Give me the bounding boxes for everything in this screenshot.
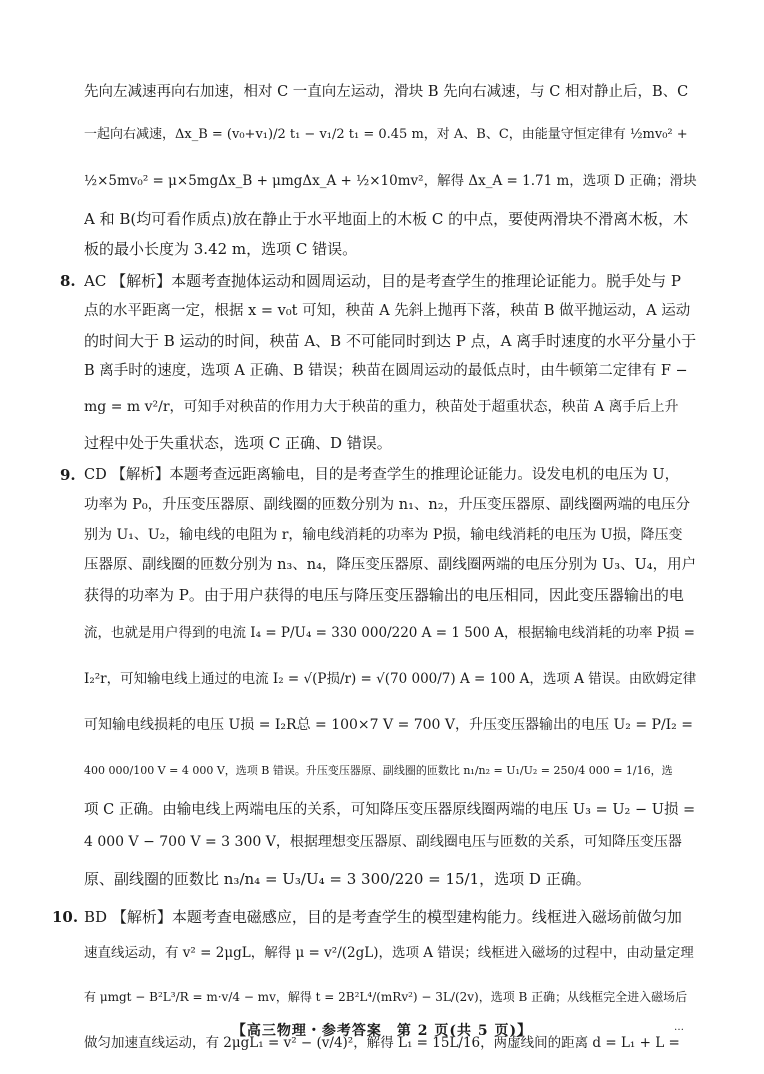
text-line: 先向左减速再向右加速，相对 C 一直向左运动，滑块 B 先向右减速，与 C 相对静止后，B、C bbox=[84, 84, 689, 100]
q10-answer bbox=[52, 902, 698, 1066]
question-number: 9. bbox=[60, 466, 76, 484]
text-line: 做匀加速直线运动，有 2μgL₁ = v² − (v/4)²，解得 L₁ = 15L/16，两虚线间的距离 d = L₁ + L = bbox=[84, 1035, 680, 1051]
text-line: 获得的功率为 P。由于用户获得的电压与降压变压器输出的电压相同，因此变压器输出的电 bbox=[84, 586, 684, 604]
text-line: AC 【解析】本题考查抛体运动和圆周运动，目的是考查学生的推理论证能力。脱手处与 P bbox=[84, 272, 681, 290]
text-line: 可知输电线损耗的电压 U损 = I₂R总 = 100×7 V = 700 V，升压变压器输出的电压 U₂ = P/I₂ = bbox=[84, 717, 693, 733]
text-line: 项 C 正确。由输电线上两端电压的关系，可知降压变压器原线圈两端的电压 U₃ = U₂ − U损 = bbox=[84, 802, 696, 818]
text-line: 点的水平距离一定，根据 x = v₀t 可知，秧苗 A 先斜上抛再下落，秧苗 B 做平抛运动，A 运动 bbox=[84, 303, 691, 319]
text-line: 功率为 P₀，升压变压器原、副线圈的匝数分别为 n₁、n₂，升压变压器原、副线圈两端的电压分 bbox=[84, 497, 691, 513]
text-line: mg = m v²/r，可知手对秧苗的作用力大于秧苗的重力，秧苗处于超重状态，秧苗 A 离手后上升 bbox=[84, 399, 679, 415]
text-line: 流，也就是用户得到的电流 I₄ = P/U₄ = 330 000/220 A = 1 500 A，根据输电线消耗的功率 P损 = bbox=[84, 625, 695, 641]
question-number: 10. bbox=[52, 908, 79, 926]
text-line: 4 000 V − 700 V = 3 300 V，根据理想变压器原、副线圈电压与匝数的关系，可知降压变压器 bbox=[84, 834, 682, 850]
text-line: 原、副线圈的匝数比 n₃/n₄ = U₃/U₄ = 3 300/220 = 15/1，选项 D 正确。 bbox=[84, 870, 591, 888]
text-line: 压器原、副线圈的匝数分别为 n₃、n₄，降压变压器原、副线圈两端的电压分别为 U₃、U₄，用户 bbox=[84, 557, 697, 573]
text-line: 板的最小长度为 3.42 m，选项 C 错误。 bbox=[84, 240, 358, 258]
text-line: 速直线运动，有 v² = 2μgL，解得 μ = v²/(2gL)，选项 A 错误；线框进入磁场的过程中，由动量定理 bbox=[84, 945, 694, 961]
text-line: 的时间大于 B 运动的时间，秧苗 A、B 不可能同时到达 P 点，A 离手时速度的水平分量小于 bbox=[84, 332, 697, 350]
text-line: 过程中处于失重状态，选项 C 正确、D 错误。 bbox=[84, 434, 392, 452]
answer-content bbox=[52, 72, 698, 1066]
text-line: B 离手时的速度，选项 A 正确、B 错误；秧苗在圆周运动的最低点时，由牛顿第二定律有 F − bbox=[84, 363, 688, 379]
q7-continuation bbox=[84, 72, 698, 264]
page-footer: 【高三物理・参考答案 第 2 页(共 5 页)】 bbox=[231, 1023, 533, 1039]
corner-mark: … bbox=[674, 1022, 684, 1033]
text-line: A 和 B(均可看作质点)放在静止于水平地面上的木板 C 的中点，要使两滑块不滑离木板，木 bbox=[84, 210, 689, 228]
text-line: I₂²r，可知输电线上通过的电流 I₂ = √(P损/r) = √(70 000/7) A = 100 A，选项 A 错误。由欧姆定律 bbox=[84, 671, 697, 687]
text-line: 一起向右减速，Δx_B = (v₀+v₁)/2 t₁ − v₁/2 t₁ = 0.45 m，对 A、B、C，由能量守恒定律有 ½mv₀² + bbox=[84, 127, 688, 142]
text-line: 有 μmgt − B²L³/R = m·v/4 − mv，解得 t = 2B²L⁴/(mRv²) − 3L/(2v)，选项 B 正确；从线框完全进入磁场后 bbox=[84, 990, 688, 1004]
text-line: ½×5mv₀² = μ×5mgΔx_B + μmgΔx_A + ½×10mv²，解得 Δx_A = 1.71 m，选项 D 正确；滑块 bbox=[84, 173, 697, 189]
q9-answer bbox=[60, 460, 698, 900]
text-line: CD 【解析】本题考查远距离输电，目的是考查学生的推理论证能力。设发电机的电压为 U， bbox=[84, 467, 680, 483]
question-number: 8. bbox=[60, 272, 76, 290]
text-line: 别为 U₁、U₂，输电线的电阻为 r，输电线消耗的功率为 P损，输电线消耗的电压为 U损，降压变 bbox=[84, 527, 683, 543]
text-line: 400 000/100 V = 4 000 V，选项 B 错误。升压变压器原、副线圈的匝数比 n₁/n₂ = U₁/U₂ = 250/4 000 = 1/16，选 bbox=[84, 764, 673, 777]
q8-answer bbox=[60, 266, 698, 458]
text-line: BD 【解析】本题考查电磁感应，目的是考查学生的模型建构能力。线框进入磁场前做匀加 bbox=[84, 908, 682, 926]
